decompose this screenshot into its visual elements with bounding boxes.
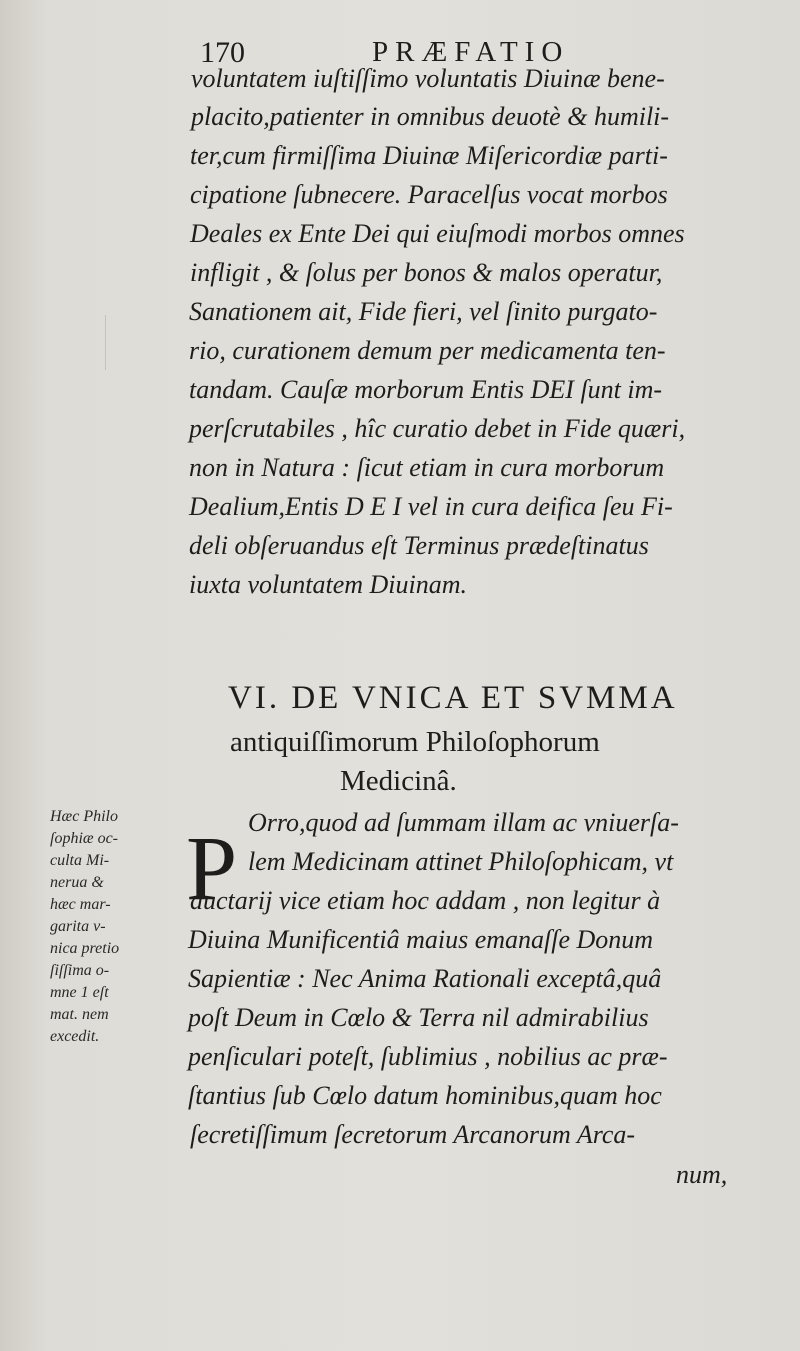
text-line: Dealium,Entis D E I vel in cura deifica ſeu Fi- (189, 492, 673, 521)
text-line: auctarij vice etiam hoc addam , non legitur à (190, 886, 661, 915)
text-line: iuxta voluntatem Diuinam. (189, 570, 468, 599)
margin-note-line: ſophiæ oc- (50, 830, 118, 847)
text-line: ſtantius ſub Cœlo datum hominibus,quam hoc (188, 1081, 662, 1110)
margin-note-line: Hæc Philo (50, 808, 118, 825)
paper-mark (105, 315, 136, 370)
text-line: cipatione ſubnecere. Paracelſus vocat morbos (190, 180, 668, 209)
text-line: non in Natura : ſicut etiam in cura morborum (189, 453, 665, 482)
margin-note-line: mat. nem (50, 1006, 109, 1023)
text-line: lem Medicinam attinet Philoſophicam, vt (248, 847, 674, 876)
section-heading: VI. DE VNICA ET SVMMA (228, 680, 678, 716)
text-line: voluntatem iuſtiſſimo voluntatis Diuinæ bene- (191, 64, 665, 93)
text-line: perſcrutabiles , hîc curatio debet in Fide quæri, (189, 414, 686, 443)
margin-note-line: mne 1 eſt (50, 984, 109, 1001)
margin-note-line: hæc mar- (50, 896, 111, 913)
text-line: num, (676, 1160, 728, 1189)
margin-note-line: nica pretio (50, 940, 120, 957)
running-title: PRÆFATIO (372, 36, 570, 68)
margin-note-line: excedit. (50, 1028, 100, 1045)
text-line: Orro,quod ad ſummam illam ac vniuerſa- (248, 808, 679, 837)
section-subheading-2: Medicinâ. (340, 765, 457, 797)
margin-note-line: nerua & (50, 874, 104, 891)
text-line: Sapientiæ : Nec Anima Rationali exceptâ,quâ (188, 964, 662, 993)
text-line: rio, curationem demum per medicamenta ten- (189, 336, 666, 365)
text-line: Diuina Munificentiâ maius emanaſſe Donum (188, 925, 654, 954)
text-line: deli obſeruandus eſt Terminus prædeſtinatus (189, 531, 649, 560)
text-line: placito,patienter in omnibus deuotè & humili- (191, 102, 670, 131)
margin-note-line: garita v- (50, 918, 106, 935)
text-line: ſecretiſſimum ſecretorum Arcanorum Arca- (190, 1120, 636, 1149)
margin-note-line: ſiſſima o- (50, 962, 110, 979)
margin-note-line: culta Mi- (50, 852, 110, 869)
text-line: infligit , & ſolus per bonos & malos operatur, (190, 258, 663, 287)
text-line: tandam. Cauſæ morborum Entis DEI ſunt im- (189, 375, 663, 404)
page-number: 170 (200, 36, 245, 69)
text-line: ter,cum firmiſſima Diuinæ Miſericordiæ parti- (190, 141, 668, 170)
text-line: poſt Deum in Cœlo & Terra nil admirabilius (188, 1003, 649, 1032)
text-line: Sanationem ait, Fide fieri, vel ſinito purgato- (189, 297, 658, 326)
section-subheading: antiquiſſimorum Philoſophorum (230, 726, 600, 758)
text-line: penſiculari poteſt, ſublimius , nobilius ac præ- (188, 1042, 668, 1071)
drop-cap: P (186, 817, 238, 919)
text-line: Deales ex Ente Dei qui eiuſmodi morbos omnes (190, 219, 685, 248)
